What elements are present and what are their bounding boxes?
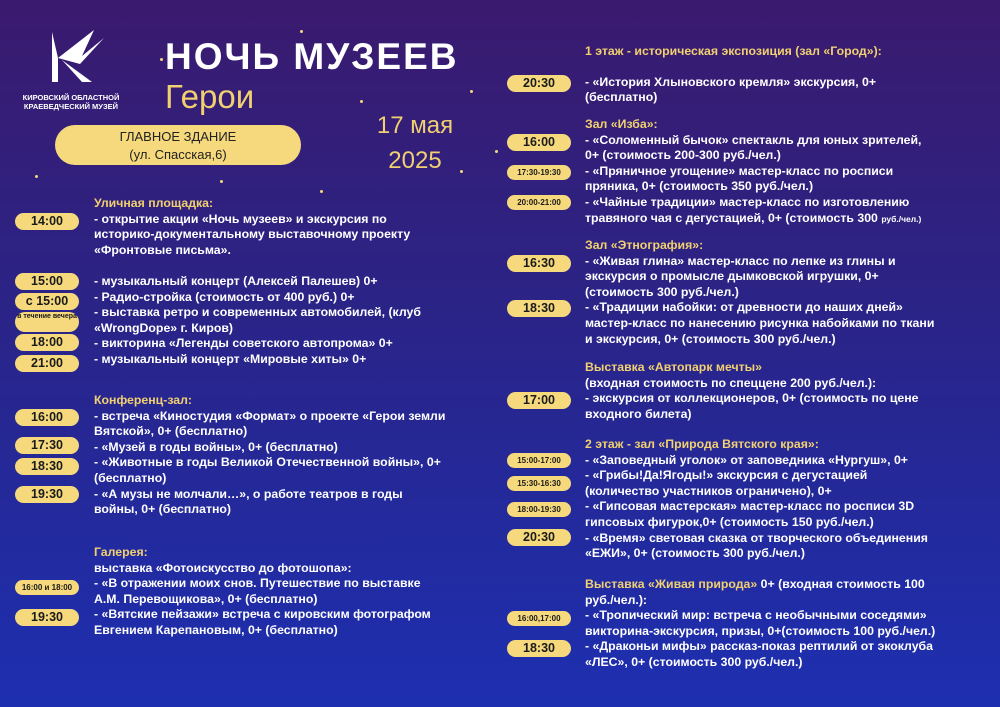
street-heading: Уличная площадка: <box>94 196 214 210</box>
izba-line <box>585 211 921 228</box>
izba-line-unit: руб./чел.) <box>881 213 922 224</box>
gallery-line: - «В отражении моих снов. Путешествие по выставке <box>94 576 421 591</box>
museum-logo-icon <box>22 26 120 88</box>
living-heading: Выставка «Живая природа» <box>585 577 758 591</box>
living-line: руб./чел.): <box>585 592 648 607</box>
street-line: - Радио-стройка (стоимость от 400 руб.) 0+ <box>94 289 355 304</box>
izba-line: - «Чайные традиции» мастер-класс по изготовлению <box>585 194 910 209</box>
gallery-line: А.М. Перевощикова», 0+ (бесплатно) <box>94 591 318 606</box>
time-badge: 19:30 <box>15 486 79 503</box>
star-decoration <box>320 190 323 193</box>
gallery-line: Евгением Карепановым, 0+ (бесплатно) <box>94 622 338 637</box>
street-line: - музыкальный концерт (Алексей Палешев) 0+ <box>94 274 378 288</box>
event-subtitle: Герои <box>165 78 255 115</box>
star-decoration <box>35 175 38 178</box>
izba-line: 0+ (стоимость 200-300 руб./чел.) <box>585 148 781 163</box>
living-line: «ЛЕС», 0+ (стоимость 300 руб./чел.) <box>585 654 803 669</box>
autopark-heading: Выставка «Автопарк мечты» <box>585 360 763 374</box>
building-label <box>55 125 301 165</box>
time-badge: 18:00-19:30 <box>507 502 571 517</box>
floor2-section <box>585 437 928 562</box>
time-badge: 15:00 <box>15 273 79 290</box>
street-line: «WrongDope» г. Киров) <box>94 320 234 335</box>
star-decoration <box>360 100 363 103</box>
building-address: (ул. Спасская,6) <box>129 147 227 162</box>
time-badge: 16:00 <box>507 134 571 151</box>
ethno-line: и экскурсия, 0+ (стоимость 300 руб./чел.) <box>585 331 836 346</box>
star-decoration <box>470 90 473 93</box>
time-badge: в течение вечера <box>15 312 79 332</box>
ethno-line: экскурсия о промысле дымковской игрушки, 0+ <box>585 269 879 284</box>
time-badge: 17:30-19:30 <box>507 165 571 180</box>
conf-line: - «Животные в годы Великой Отечественной войны», 0+ <box>94 455 441 470</box>
museum-logo <box>22 26 120 111</box>
time-badge: 21:00 <box>15 355 79 372</box>
floor2-line: «ЕЖИ», 0+ (стоимость 300 руб./чел.) <box>585 546 805 561</box>
time-badge: 17:30 <box>15 437 79 454</box>
ethno-line: мастер-класс по нанесению рисунка набойками по ткани <box>585 315 935 330</box>
floor2-heading: 2 этаж - зал «Природа Вятского края»: <box>585 437 819 451</box>
living-heading-row <box>585 577 935 593</box>
time-badge: 20:30 <box>507 75 571 92</box>
living-heading-rest: 0+ (входная стоимость 100 <box>757 577 925 591</box>
ethno-section <box>585 238 934 347</box>
conf-line: - встреча «Киностудия «Формат» о проекте «Герои земли <box>94 408 446 423</box>
floor2-line: - «Гипсовая мастерская» мастер-класс по росписи 3D <box>585 499 915 514</box>
time-badge: 18:30 <box>507 640 571 657</box>
time-badge: 18:30 <box>507 300 571 317</box>
time-badge: 18:00 <box>15 334 79 351</box>
street-line: - выставка ретро и современных автомобилей, (клуб <box>94 305 421 320</box>
star-decoration <box>300 30 303 33</box>
izba-section <box>585 117 921 227</box>
time-badge: 16:30 <box>507 255 571 272</box>
floor1-line: (бесплатно) <box>585 90 658 105</box>
star-decoration <box>460 170 463 173</box>
street-section-2 <box>94 274 421 368</box>
conf-section <box>94 393 445 518</box>
conf-line: - «Музей в годы войны», 0+ (бесплатно) <box>94 439 338 454</box>
izba-line-main: травяного чая с дегустацией, 0+ (стоимость 300 <box>585 210 882 225</box>
living-line: викторина-экскурсия, призы, 0+(стоимость 100 руб./чел.) <box>585 623 936 638</box>
izba-heading: Зал «Изба»: <box>585 117 658 131</box>
star-decoration <box>220 180 223 183</box>
autopark-line: - экскурсия от коллекционеров, 0+ (стоимость по цене <box>585 391 919 406</box>
conf-line: - «А музы не молчали…», о работе театров в годы <box>94 486 403 501</box>
time-badge: 15:00-17:00 <box>507 453 571 468</box>
street-line: «Фронтовые письма». <box>94 242 231 257</box>
conf-line: войны, 0+ (бесплатно) <box>94 502 232 517</box>
autopark-section <box>585 360 919 422</box>
living-line: - «Тропический мир: встреча с необычными соседями» <box>585 608 927 623</box>
floor2-line: - «Время» световая сказка от творческого объединения <box>585 530 928 545</box>
floor1-line: - «История Хлыновского кремля» экскурсия, 0+ <box>585 74 877 89</box>
floor2-line: - «Заповедный уголок» от заповедника «Нургуш», 0+ <box>585 452 908 467</box>
conf-line: Вятской», 0+ (бесплатно) <box>94 424 248 439</box>
event-title: НОЧЬ МУЗЕЕВ <box>165 36 459 77</box>
time-badge: 14:00 <box>15 213 79 230</box>
org-name-line1: КИРОВСКИЙ ОБЛАСТНОЙ <box>22 93 120 102</box>
gallery-section <box>94 545 431 639</box>
izba-line: - «Соломенный бычок» спектакль для юных зрителей, <box>585 132 922 147</box>
floor1-section <box>585 44 882 106</box>
floor1-heading: 1 этаж - историческая экспозиция (зал «Город»): <box>585 44 882 58</box>
street-line: - музыкальный концерт «Мировые хиты» 0+ <box>94 351 367 366</box>
street-line: историко-документальному выставочному проекту <box>94 227 411 242</box>
autopark-line: входного билета) <box>585 406 692 421</box>
time-badge: 17:00 <box>507 392 571 409</box>
time-badge: 16:00 <box>15 409 79 426</box>
conf-line: (бесплатно) <box>94 470 167 485</box>
izba-line: пряника, 0+ (стоимость 350 руб./чел.) <box>585 179 814 194</box>
living-section <box>585 577 935 671</box>
time-badge: 19:30 <box>15 609 79 626</box>
ethno-heading: Зал «Этнография»: <box>585 238 704 252</box>
date-day: 17 мая <box>376 112 454 139</box>
event-date <box>370 108 460 178</box>
floor2-line: гипсовых фигурок,0+ (стоимость 150 руб./чел.) <box>585 514 874 529</box>
date-year: 2025 <box>388 147 442 174</box>
street-section <box>94 196 410 258</box>
conf-heading: Конференц-зал: <box>94 393 193 407</box>
izba-line: - «Пряничное угощение» мастер-класс по росписи <box>585 163 894 178</box>
ethno-line: - «Традиции набойки: от древности до наших дней» <box>585 300 903 315</box>
star-decoration <box>160 58 163 61</box>
building-name: ГЛАВНОЕ ЗДАНИЕ <box>119 129 237 144</box>
time-badge: 20:00-21:00 <box>507 195 571 210</box>
time-badge: 16:00 и 18:00 <box>15 580 79 595</box>
time-badge: 20:30 <box>507 529 571 546</box>
org-name-line2: КРАЕВЕДЧЕСКИЙ МУЗЕЙ <box>23 102 119 111</box>
time-badge: с 15:00 <box>15 293 79 310</box>
gallery-heading: Галерея: <box>94 545 148 559</box>
ethno-line: (стоимость 300 руб./чел.) <box>585 284 739 299</box>
street-line: - викторина «Легенды советского автопрома» 0+ <box>94 336 393 351</box>
time-badge: 18:30 <box>15 458 79 475</box>
star-decoration <box>495 150 498 153</box>
floor2-line: (количество участников ограничено), 0+ <box>585 483 832 498</box>
time-badge: 16:00,17:00 <box>507 611 571 626</box>
living-line: - «Драконьи мифы» рассказ-показ рептилий от экоклуба <box>585 639 933 654</box>
autopark-line: (входная стоимость по спеццене 200 руб./чел.): <box>585 375 877 390</box>
ethno-line: - «Живая глина» мастер-класс по лепке из глины и <box>585 253 896 268</box>
gallery-line: - «Вятские пейзажи» встреча с кировским фотографом <box>94 607 431 622</box>
time-badge: 15:30-16:30 <box>507 476 571 491</box>
street-line: - открытие акции «Ночь музеев» и экскурсия по <box>94 211 387 226</box>
gallery-line: выставка «Фотоискусство до фотошопа»: <box>94 560 352 575</box>
floor2-line: - «Грибы!Да!Ягоды!» экскурсия с дегустацией <box>585 468 868 483</box>
